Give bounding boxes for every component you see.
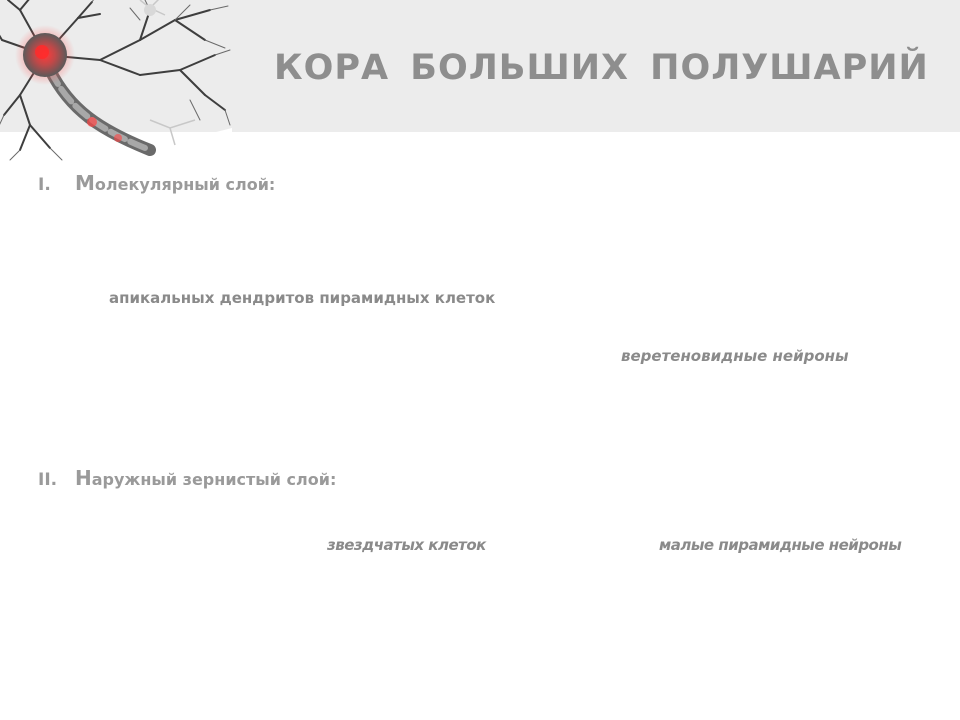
section-numeral: II. (38, 470, 58, 490)
term-fusiform-neurons: веретеновидные нейроны (621, 347, 849, 365)
section-title-rest: олекулярный слой: (94, 175, 276, 194)
section-title-rest: аружный зернистый слой: (91, 470, 337, 489)
section-initial: М (75, 171, 95, 195)
section-heading-molecular (38, 171, 275, 195)
term-small-pyramidal-neurons: малые пирамидные нейроны (659, 536, 902, 554)
section-heading-external-granular (38, 466, 336, 490)
term-stellate-cells: звездчатых клеток (327, 536, 486, 554)
term-apical-dendrites: апикальных дендритов пирамидных клеток (109, 289, 496, 307)
page-title: КОРА БОЛЬШИХ ПОЛУШАРИЙ (274, 48, 929, 88)
neuron-illustration (0, 0, 232, 165)
section-initial: Н (75, 466, 92, 490)
section-numeral: I. (38, 175, 51, 195)
